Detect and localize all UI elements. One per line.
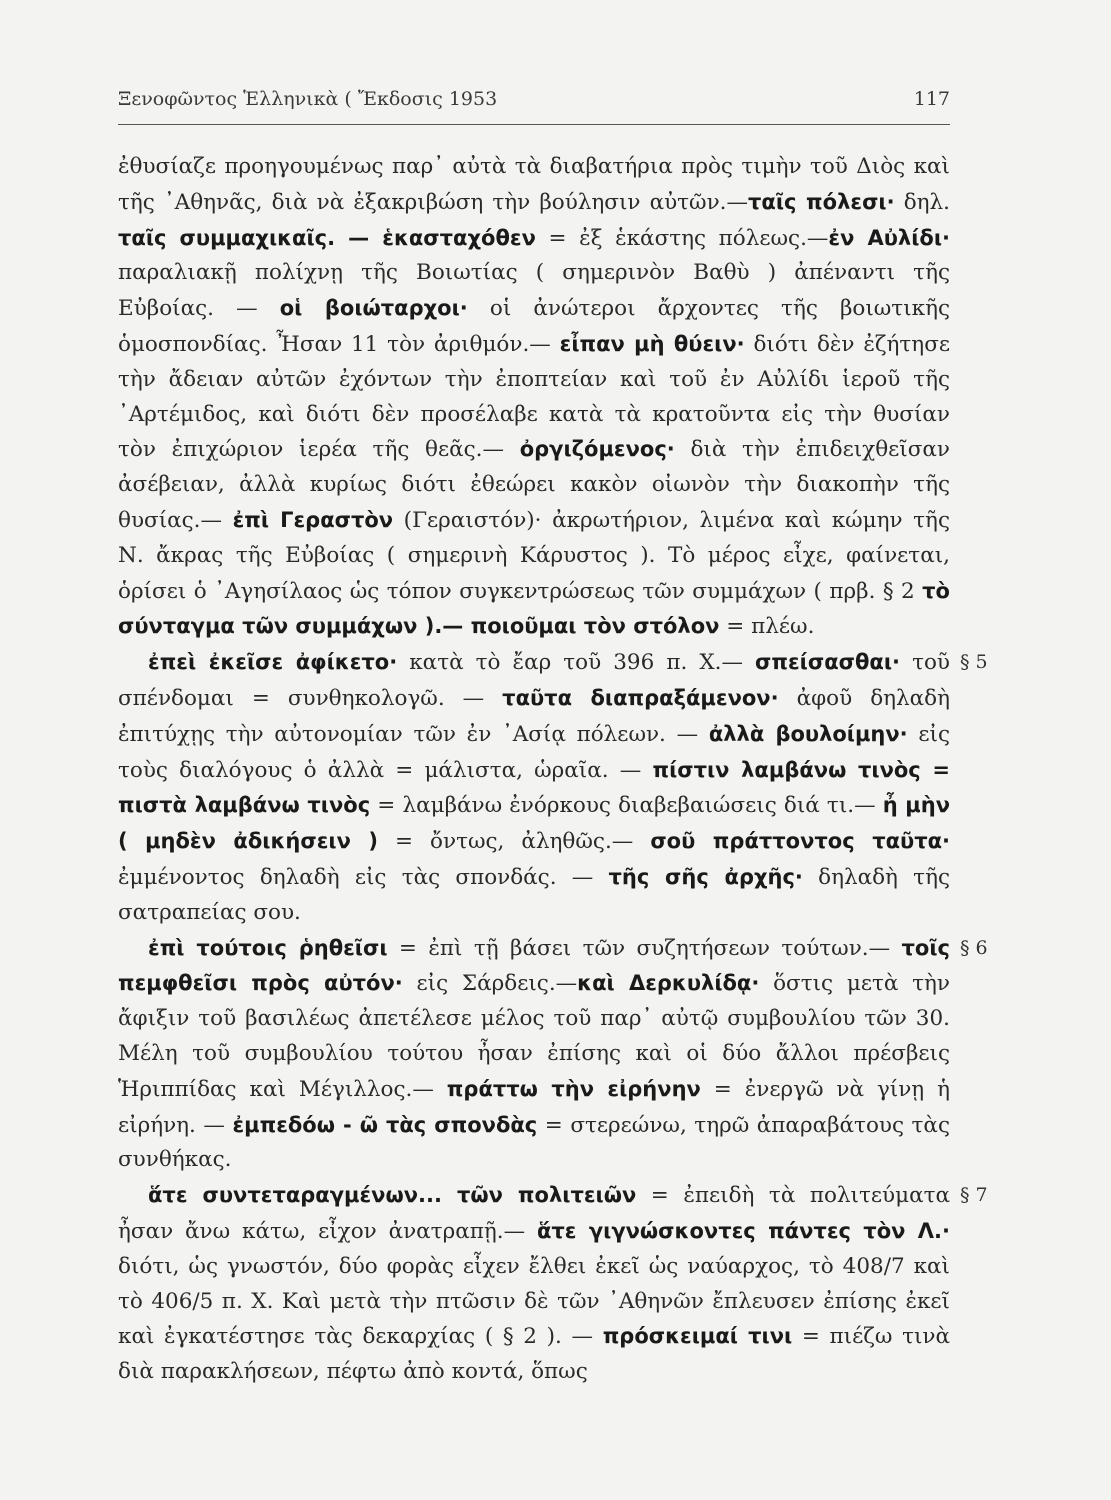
lemma: τοῖς πεμφθεῖσι πρὸς αὐτόν· <box>118 935 950 996</box>
section-marker: § 7 <box>960 1184 988 1207</box>
lemma: τῆς σῆς ἀρχῆς· <box>608 864 803 889</box>
lemma: ἅτε γιγνώσκοντες πάντες τὸν Λ.· <box>536 1218 950 1243</box>
lemma: ὀργιζόμενος· <box>519 437 675 462</box>
gloss-text: ἐμμένοντος δηλαδὴ εἰς τὰς σπονδάς. — <box>118 864 609 890</box>
page-number: 117 <box>913 88 950 110</box>
section-marker: § 5 <box>960 651 988 674</box>
gloss-text: κατὰ τὸ ἔαρ τοῦ 396 π. Χ.— <box>397 650 756 676</box>
gloss-text: = ἐπειδὴ τὰ πολιτεύματα ἦσαν ἄνω κάτω, εἶχον ἀνατραπῇ.— <box>118 1183 950 1244</box>
gloss-text: = ἐνεργῶ νὰ γίνῃ ἡ εἰρήνη. — <box>118 1076 950 1138</box>
lemma: πρόσκειμαί τινι <box>602 1324 793 1349</box>
gloss-text: = ἐξ ἑκάστης πόλεως.— <box>535 225 829 251</box>
commentary-body <box>118 150 988 1390</box>
lemma: ἐπὶ τούτοις ῥηθεῖσι <box>148 935 388 960</box>
gloss-text: δηλ. <box>894 189 950 215</box>
paragraph-p3 <box>118 931 988 1179</box>
lemma: σοῦ πράττοντος ταῦτα· <box>650 829 951 854</box>
gloss-text: = πλέω. <box>719 614 815 640</box>
lemma: ἐπὶ Γεραστὸν <box>232 507 394 532</box>
paragraph-p1 <box>118 150 950 645</box>
gloss-text: ἀφοῦ δηλαδὴ ἐπιτύχῃς τὴν αὐτονομίαν τῶν ἐν ᾽Ασίᾳ πόλεων. — <box>118 685 950 747</box>
gloss-text: εἰς Σάρδεις.— <box>402 971 578 997</box>
lemma: ἐμπεδόω - ῶ τὰς σπονδὰς <box>232 1112 538 1137</box>
lemma: ἦ μὴν ( μηδὲν ἀδικήσειν ) <box>118 793 951 854</box>
lemma: ταῖς πόλεσι· <box>748 189 895 214</box>
lemma: εἶπαν μὴ θύειν· <box>559 331 745 356</box>
gloss-text: οἱ ἀνώτεροι ἄρχοντες τῆς βοιωτικῆς ὁμοσπονδίας. Ἦσαν 11 τὸν ἀριθμόν.— <box>118 296 950 357</box>
gloss-text: εἰς τοὺς διαλόγους ὁ ἀλλὰ = μάλιστα, ὡραῖα. — <box>118 721 950 783</box>
running-header <box>118 88 950 110</box>
header-rule <box>118 124 950 125</box>
section-marker: § 6 <box>960 936 988 959</box>
lemma: σπείσασθαι· <box>755 650 901 675</box>
lemma: ἐν Αὐλίδι· <box>828 225 950 250</box>
lemma: καὶ Δερκυλίδᾳ· <box>577 971 760 996</box>
gloss-text: διότι, ὡς γνωστόν, δύο φορὰς εἶχεν ἔλθει ἐκεῖ ὡς ναύαρχος, τὸ 408/7 καὶ τὸ 406/5 π. Χ. Καὶ μετὰ τὴν πτῶσιν δὲ τῶν ᾽Αθηνῶν ἔπλευσεν ἐπίσης ἐκεῖ καὶ ἐγκατέστησε τὰς δεκαρχίας ( § 2 ). — <box>118 1253 950 1350</box>
paragraph-p2 <box>118 645 988 930</box>
paragraph-p4 <box>118 1178 988 1390</box>
gloss-text: δηλαδὴ τῆς σατραπείας σου. <box>118 864 950 925</box>
lemma: οἱ βοιώταρχοι· <box>279 296 468 321</box>
gloss-text: ἐθυσίαζε προηγουμένως παρ᾽ αὐτὰ τὰ διαβατήρια πρὸς τιμὴν τοῦ Διὸς καὶ τῆς ᾽Αθηνᾶς, διὰ νὰ ἐξακριβώση τὴν βούλησιν αὐτῶν.— <box>118 154 950 215</box>
gloss-text: = πιέζω τινὰ διὰ παρακλήσεων, πέφτω ἀπὸ κοντά, ὅπως <box>118 1324 950 1385</box>
gloss-text: = λαμβάνω ἐνόρκους διαβεβαιώσεις διά τι.— <box>370 793 883 819</box>
lemma: τὸ σύνταγμα τῶν συμμάχων ).— ποιοῦμαι τὸν στόλον <box>118 578 950 639</box>
gloss-text: = ἐπὶ τῇ βάσει τῶν συζητήσεων τούτων.— <box>387 935 902 961</box>
gloss-text: = στερεώνω, τηρῶ ἀπαραβάτους τὰς συνθήκας. <box>118 1112 950 1173</box>
gloss-text: = ὄντως, ἀληθῶς.— <box>377 829 651 855</box>
running-title: Ξενοφῶντος Ἑλληνικὰ ( Ἔκδοσις 1953 <box>118 88 498 110</box>
gloss-text: ὅστις μετὰ τὴν ἄφιξιν τοῦ βασιλέως ἀπετέλεσε μέλος τοῦ παρ᾽ αὐτῷ συμβουλίου τῶν 30. Μέλη τοῦ συμβουλίου τούτου ἦσαν ἐπίσης καὶ οἱ δύο ἄλλοι πρέσβεις Ἡριππίδας καὶ Μέγιλλος.— <box>118 971 950 1102</box>
lemma: ἐπεὶ ἐκεῖσε ἀφίκετο· <box>148 650 398 675</box>
gloss-text: (Γεραιστόν)· ἀκρωτήριον, λιμένα καὶ κώμην τῆς Ν. ἄκρας τῆς Εὐβοίας ( σημερινὴ Κάρυστος ). Τὸ μέρος εἶχε, φαίνεται, ὁρίσει ὁ ᾽Αγησίλαος ὡς τόπον συγκεντρώσεως τῶν συμμάχων ( πρβ. § 2 <box>118 507 950 604</box>
lemma: πράττω τὴν εἰρήνην <box>446 1076 701 1101</box>
lemma: ταῦτα διαπραξάμενον· <box>502 685 779 710</box>
gloss-text: διότι δὲν ἐζήτησε τὴν ἄδειαν αὐτῶν ἐχόντων τὴν ἐποπτείαν καὶ τοῦ ἐν Αὐλίδι ἱεροῦ τῆς ᾽Αρτέμιδος, καὶ διότι δὲν προσέλαβε κατὰ τὰ κρατοῦντα εἰς τὴν θυσίαν τὸν ἐπιχώριον ἱερέα τῆς θεᾶς.— <box>118 331 951 463</box>
lemma: ταῖς συμμαχικαῖς. — ἑκασταχόθεν <box>118 225 536 250</box>
lemma: πίστιν λαμβάνω τινὸς = πιστὰ λαμβάνω τινὸς <box>118 757 951 818</box>
gloss-text: παραλιακῇ πολίχνῃ τῆς Βοιωτίας ( σημερινὸν Βαθὺ ) ἀπέναντι τῆς Εὐβοίας. — <box>118 260 950 322</box>
gloss-text: διὰ τὴν ἐπιδειχθεῖσαν ἀσέβειαν, ἀλλὰ κυρίως διότι ἐθεώρει κακὸν οἰωνὸν τὴν διακοπὴν τῆς θυσίας.— <box>118 437 950 533</box>
gloss-text: τοῦ σπένδομαι = συνθηκολογῶ. — <box>118 650 950 711</box>
lemma: ἀλλὰ βουλοίμην· <box>708 721 908 746</box>
lemma: ἅτε συντεταραγμένων... τῶν πολιτειῶν <box>148 1183 637 1208</box>
